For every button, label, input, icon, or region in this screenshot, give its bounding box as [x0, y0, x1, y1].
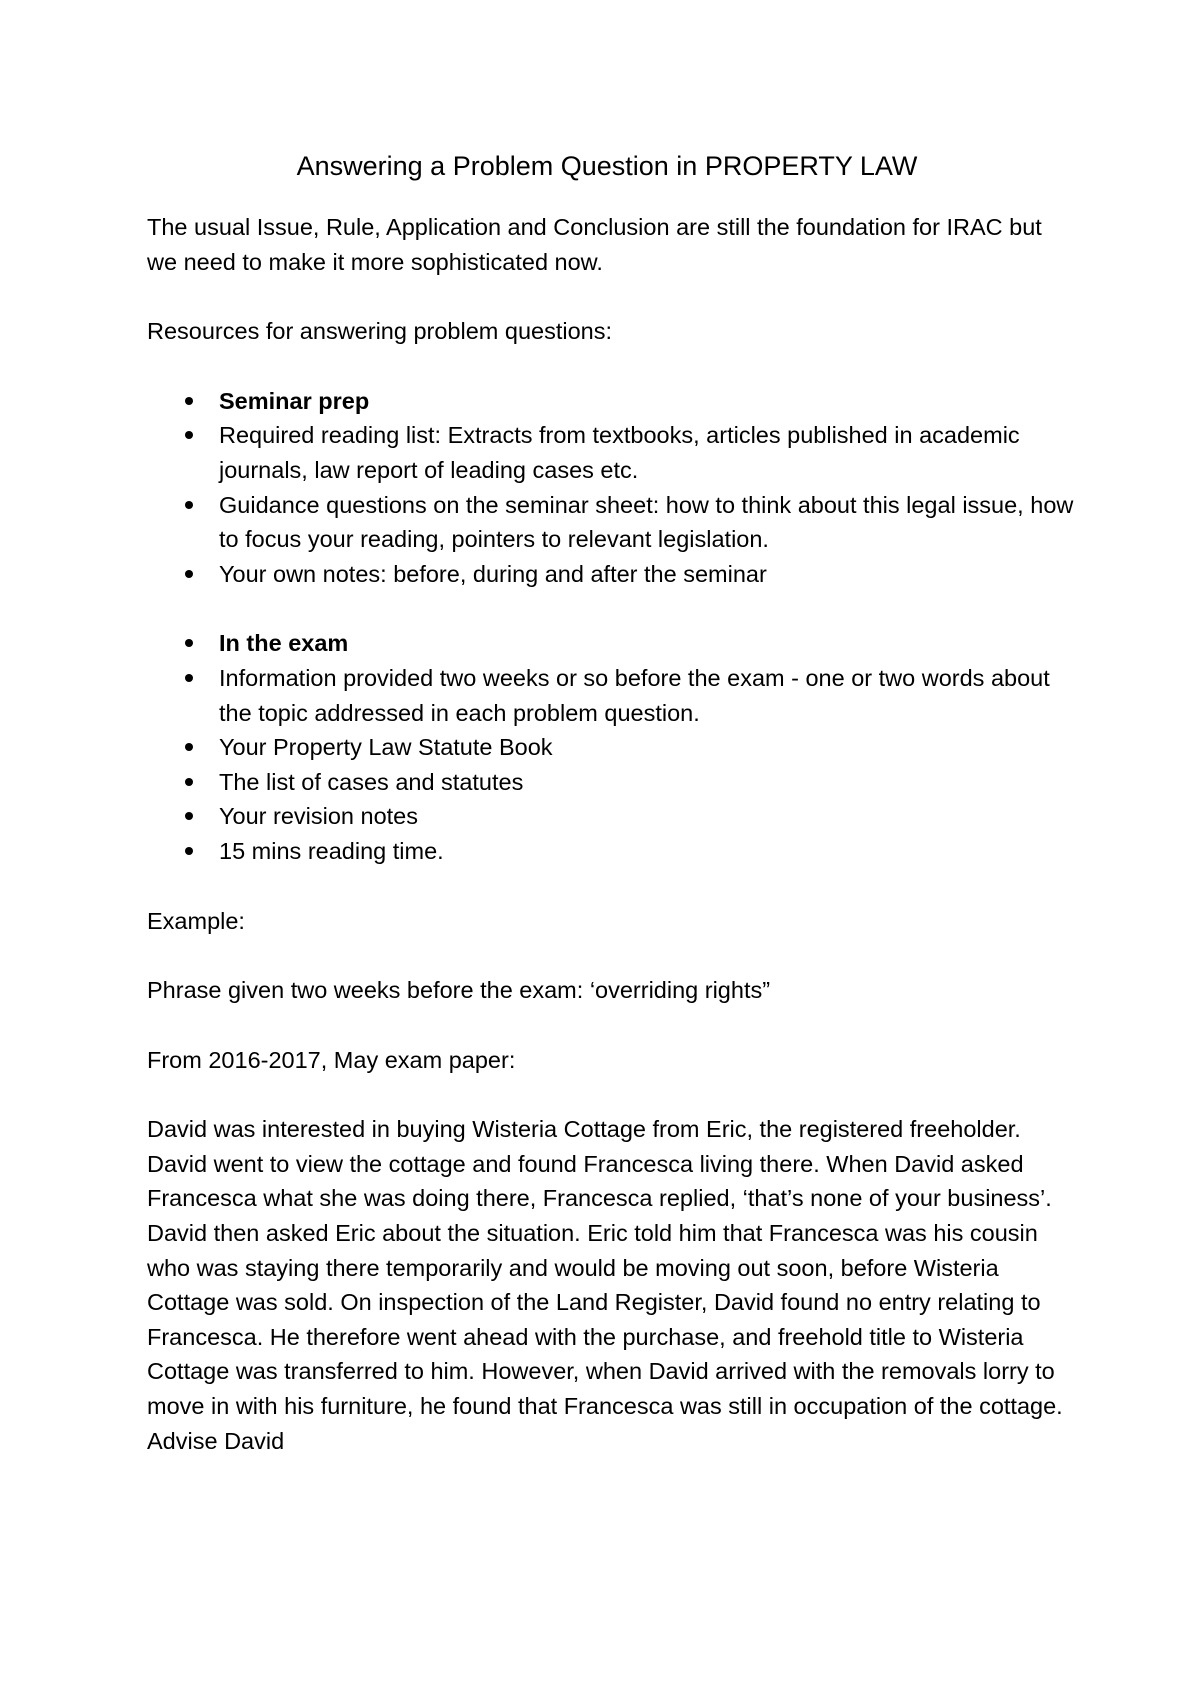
bullet-icon — [185, 639, 193, 647]
page-title: Answering a Problem Question in PROPERTY LAW — [296, 151, 918, 181]
bullet-icon — [185, 778, 193, 786]
seminar-resources-list — [147, 384, 1077, 592]
list-item-text: Your Property Law Statute Book — [219, 734, 553, 761]
list-item-text: Your revision notes — [219, 803, 419, 830]
bullet-icon — [185, 743, 193, 751]
list-item-text: Guidance questions on the seminar sheet: how to think about this legal issue, how to focus your reading, pointers to relevant legislation. — [219, 491, 1074, 553]
list-item — [147, 765, 1077, 800]
list-item-text: Required reading list: Extracts from textbooks, articles published in academic journals, law report of leading cases etc. — [219, 422, 1020, 483]
problem-question-text: David was interested in buying Wisteria Cottage from Eric, the registered freeholder. David went to view the cottage and found Francesca living there. When David asked Francesca what she was doing there, Francesca replied, ‘that’s none of your business’. David then asked Eric about the situation. Eric told him that Francesca was his cousin who was staying there temporarily and would be moving out soon, before Wisteria Cottage was sold. On inspection of the Land Register, David found no entry relating to Francesca. He therefore went ahead with the purchase, and freehold title to Wisteria Cottage was transferred to him. However, when David arrived with the removals lorry to move in with his furniture, he found that Francesca was still in occupation of the cottage. — [147, 1116, 1063, 1420]
exam-resources-list — [147, 626, 1077, 868]
bullet-icon — [185, 812, 193, 820]
bullet-icon — [185, 847, 193, 855]
list-item — [147, 488, 1077, 557]
example-label: Example: — [147, 907, 245, 934]
list-item — [147, 799, 1077, 834]
list-item — [147, 557, 1077, 592]
bullet-icon — [185, 431, 193, 439]
bullet-icon — [185, 397, 193, 405]
source-line: From 2016-2017, May exam paper: — [147, 1046, 516, 1073]
list-item — [147, 626, 1077, 661]
list-item — [147, 730, 1077, 765]
list-item-text: Information provided two weeks or so before the exam - one or two words about the topic addressed in each problem question. — [219, 664, 1050, 726]
in-the-exam-heading: In the exam — [219, 630, 349, 657]
list-item — [147, 384, 1077, 419]
intro-paragraph: The usual Issue, Rule, Application and Conclusion are still the foundation for IRAC but we need to make it more sophisticated now. — [147, 214, 1042, 275]
list-item-text: Your own notes: before, during and after the seminar — [219, 560, 767, 587]
bullet-icon — [185, 501, 193, 509]
phrase-line: Phrase given two weeks before the exam: ‘overriding rights” — [147, 977, 771, 1004]
list-item — [147, 661, 1077, 730]
closing-instruction: Advise David — [147, 1427, 285, 1454]
list-item-text: The list of cases and statutes — [219, 768, 524, 795]
seminar-prep-heading: Seminar prep — [219, 387, 370, 414]
list-item — [147, 418, 1077, 487]
list-item-text: 15 mins reading time. — [219, 837, 444, 864]
bullet-icon — [185, 674, 193, 682]
resources-heading: Resources for answering problem questions: — [147, 318, 613, 345]
list-item — [147, 834, 1077, 869]
bullet-icon — [185, 570, 193, 578]
document-body — [147, 146, 1077, 1458]
